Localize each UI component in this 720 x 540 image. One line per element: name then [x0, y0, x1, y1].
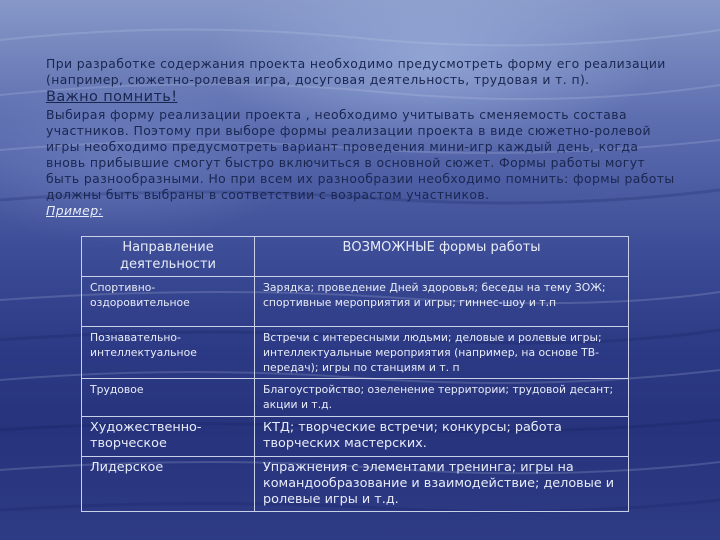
table-row — [82, 277, 629, 327]
row-forms: Упражнения с элементами тренинга; игры на командообразование и взаимодействие; деловые и ролевые игры и т.д. — [255, 457, 629, 512]
important-heading: Важно помнить! — [46, 89, 178, 105]
row-direction: Лидерское — [82, 457, 255, 512]
row-direction: Трудовое — [82, 379, 255, 417]
row-direction: Спортивно-оздоровительное — [82, 277, 255, 327]
row-forms: Зарядка; проведение Дней здоровья; беседы на тему ЗОЖ; спортивные мероприятия и игры; гиннес-шоу и т.п — [255, 277, 629, 327]
table-row — [82, 457, 629, 512]
intro-block — [46, 56, 676, 219]
example-label: Пример: — [46, 203, 104, 218]
intro-paragraph: При разработке содержания проекта необходимо предусмотреть форму его реализации (например, сюжетно-ролевая игра, досуговая деятельность, трудовая и т. п). — [46, 56, 666, 87]
table-header-row — [82, 237, 629, 277]
forms-table — [81, 236, 629, 512]
row-forms: Благоустройство; озеленение территории; трудовой десант; акции и т.д. — [255, 379, 629, 417]
table-row — [82, 327, 629, 379]
header-direction: Направление деятельности — [82, 237, 255, 277]
row-forms: КТД; творческие встречи; конкурсы; работа творческих мастерских. — [255, 417, 629, 457]
table-row — [82, 379, 629, 417]
row-direction: Художественно-творческое — [82, 417, 255, 457]
important-text: Выбирая форму реализации проекта , необходимо учитывать сменяемость состава участников. Поэтому при выборе формы реализации проекта в виде сюжетно-ролевой игры необходимо предусмотреть вариант проведения мини-игр каждый день, когда вновь прибывшие смогут быстро включиться в основной сюжет. Формы работы могут быть разнообразными. Но при всем их разнообразии необходимо помнить: формы работы должны быть выбраны в соответствии с возрастом участников. — [46, 107, 675, 202]
table-row — [82, 417, 629, 457]
row-direction: Познавательно-интеллектуальное — [82, 327, 255, 379]
header-forms: ВОЗМОЖНЫЕ формы работы — [255, 237, 629, 277]
row-forms: Встречи с интересными людьми; деловые и ролевые игры; интеллектуальные мероприятия (например, на основе ТВ-передач); игры по станциям и т. п — [255, 327, 629, 379]
